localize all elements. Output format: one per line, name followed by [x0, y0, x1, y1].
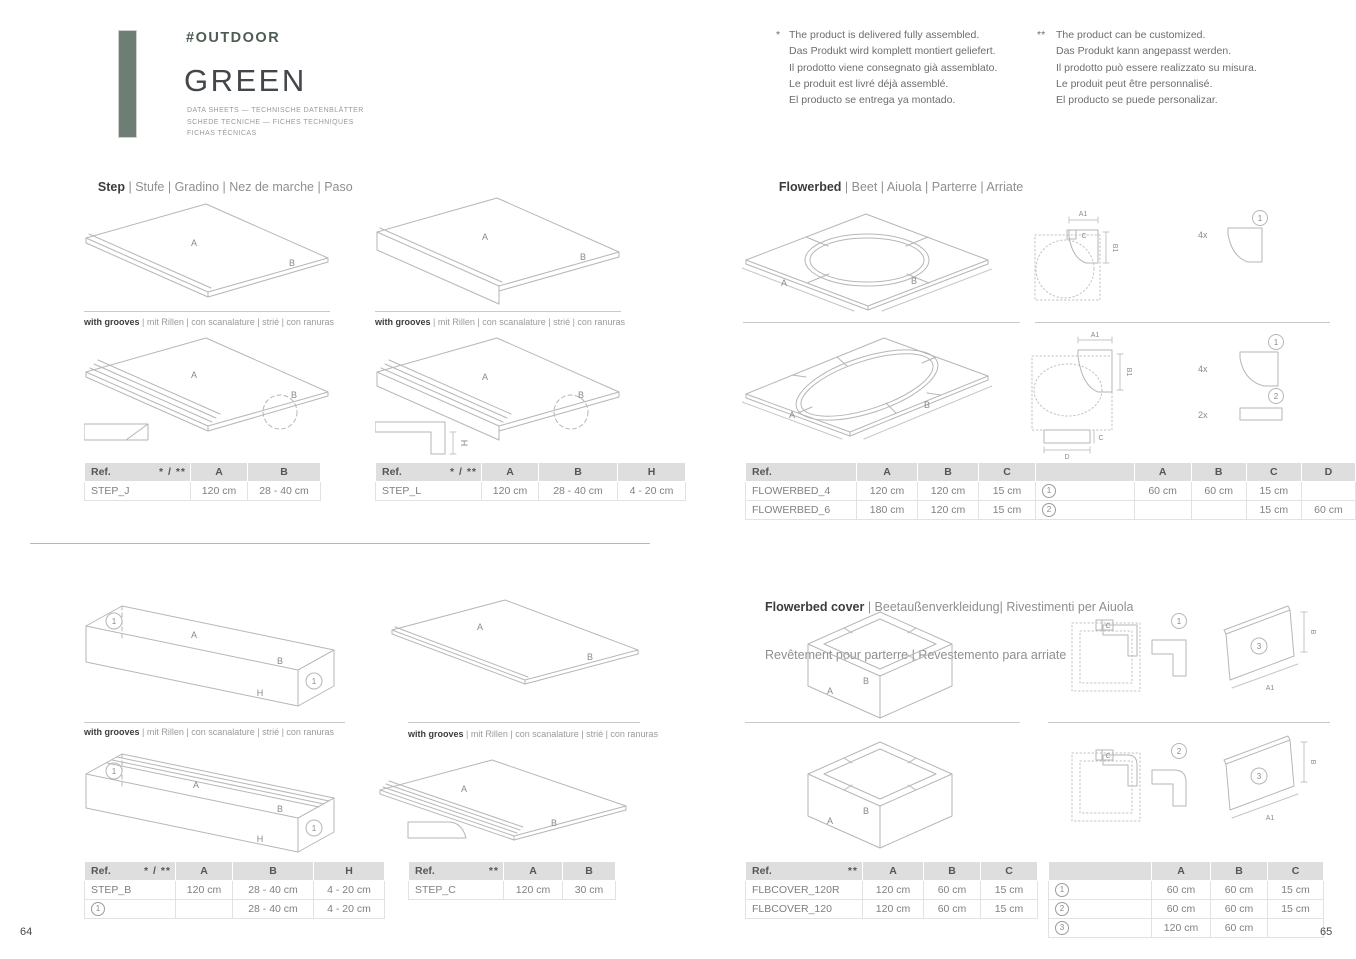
double-asterisk-marker: ** — [1037, 29, 1046, 41]
table-cell — [176, 900, 233, 919]
cover-plan-2 — [1068, 740, 1152, 832]
column-header — [1036, 463, 1135, 482]
column-header — [376, 463, 482, 482]
column-header: H — [618, 463, 686, 482]
step-c-grooved-drawing — [378, 740, 640, 852]
wg-rest: | mit Rillen | con scanalature | strié | con ranuras — [139, 317, 334, 327]
step-c-table — [408, 861, 616, 900]
quantity-label: 2x — [1198, 410, 1208, 420]
note-line: Le produit est livré déjà assemblé. — [789, 77, 949, 90]
table-row — [85, 881, 385, 900]
table-cell: 120 cm — [1152, 919, 1211, 938]
dim-label-a: A — [481, 232, 489, 242]
step-l-lines — [377, 198, 619, 304]
page-number-right: 65 — [1320, 926, 1333, 938]
table-cell: STEP_L — [376, 482, 482, 501]
dim-label-c: C — [1081, 233, 1087, 240]
step-b-drawing — [84, 596, 346, 720]
dim-label-a1: A1 — [1090, 332, 1100, 339]
flowerbed-table — [745, 462, 1036, 520]
subtitle-line: FICHAS TÉCNICAS — [187, 130, 257, 138]
part-number-circle: 3 — [1256, 772, 1262, 781]
dim-label-b: B — [586, 652, 594, 662]
dim-label-h: H — [459, 439, 469, 447]
note-line: The product is delivered fully assembled. — [789, 29, 980, 41]
step-j-table — [84, 462, 321, 501]
table-cell: 15 cm — [1268, 881, 1324, 900]
column-header: A — [857, 463, 918, 482]
table-cell: 120 cm — [191, 482, 248, 501]
asterisk-marker: * — [776, 29, 781, 41]
step-b-grooved-drawing — [84, 744, 346, 856]
ref-header-asterisks: ** — [488, 865, 499, 877]
dim-label-b: B — [550, 818, 558, 828]
quantity-label: 4x — [1198, 230, 1208, 240]
table-cell: 60 cm — [1191, 482, 1246, 501]
flowerbed-4-plan-lines — [1035, 217, 1109, 300]
column-header: D — [1301, 463, 1355, 482]
table-cell: 60 cm — [1301, 501, 1355, 520]
dim-label-b: B — [862, 806, 870, 816]
table-cell — [1134, 501, 1191, 520]
table-row — [746, 900, 1038, 919]
circled-number: 1 — [91, 902, 105, 916]
step-j-grooved-lines — [84, 338, 328, 440]
note-line: Il prodotto viene consegnato già assemblato. — [789, 61, 998, 74]
table-row — [1036, 501, 1356, 520]
dim-label-b: B — [1309, 629, 1316, 635]
divider — [1048, 722, 1330, 723]
step-b-grooved-lines — [86, 754, 334, 852]
dim-label-a: A — [190, 238, 198, 248]
table-cell: 180 cm — [857, 501, 918, 520]
table-row — [376, 482, 686, 501]
column-header: C — [979, 463, 1036, 482]
datasheet-subtitle — [187, 105, 364, 140]
column-header: H — [314, 862, 385, 881]
column-header: B — [233, 862, 314, 881]
table-row — [746, 482, 1036, 501]
table-cell: STEP_B — [85, 881, 176, 900]
part-number-circle: 1 — [111, 767, 117, 776]
column-header — [746, 862, 863, 881]
divider — [84, 722, 345, 723]
flbcover-table — [745, 861, 1038, 919]
flowerbed-6-parts — [1192, 332, 1292, 432]
dim-label-h: H — [256, 834, 264, 844]
table-cell: 60 cm — [924, 900, 981, 919]
flowerbed-cover-drawing-2 — [800, 732, 960, 850]
part-number-circle: 2 — [1273, 392, 1279, 401]
column-header: A — [176, 862, 233, 881]
dim-label-a: A — [481, 372, 489, 382]
wg-rest: | mit Rillen | con scanalature | strié | con ranuras — [139, 727, 334, 737]
table-header-row — [746, 862, 1038, 881]
cover-cube-lines — [808, 612, 952, 718]
table-cell: 4 - 20 cm — [314, 900, 385, 919]
table-cell: 120 cm — [918, 482, 979, 501]
table-cell: 15 cm — [979, 482, 1036, 501]
wg-bold: with grooves — [375, 317, 431, 327]
column-header: A — [1134, 463, 1191, 482]
circled-number: 2 — [1042, 503, 1056, 517]
dim-label-b: B — [923, 400, 931, 410]
table-cell: 120 cm — [504, 881, 563, 900]
cover-angle-piece-2 — [1150, 738, 1202, 818]
column-header: B — [1211, 862, 1268, 881]
table-cell: FLBCOVER_120R — [746, 881, 863, 900]
table-cell — [1191, 501, 1246, 520]
flowerbed-6-drawing — [742, 326, 992, 448]
dim-label-a: A — [476, 622, 484, 632]
heading-rest: | Stufe | Gradino | Nez de marche | Paso — [125, 180, 353, 194]
dim-label-a: A — [788, 410, 796, 420]
table-row — [746, 881, 1038, 900]
cover-angle-piece-1 — [1150, 608, 1202, 688]
flowerbed-4-lines — [742, 214, 992, 311]
dim-label-a: A — [190, 630, 198, 640]
cover-cube-lines — [808, 742, 952, 848]
note-line: Le produit peut être personnalisé. — [1056, 77, 1213, 90]
flowerbed-6-plan — [1030, 328, 1152, 460]
flowerbed-cover-drawing-1 — [800, 602, 960, 720]
table-cell — [1036, 482, 1135, 501]
table-cell: 60 cm — [1152, 881, 1211, 900]
collection-hashtag: #OUTDOOR — [186, 30, 281, 46]
note-line: Das Produkt kann angepasst werden. — [1056, 45, 1232, 58]
cover-panel-2 — [1214, 734, 1318, 834]
column-header: B — [248, 463, 321, 482]
ref-header-asterisks: * / ** — [449, 466, 477, 478]
table-cell: 4 - 20 cm — [618, 482, 686, 501]
part-number-circle: 1 — [311, 677, 317, 686]
step-l-table — [375, 462, 686, 501]
table-cell: 60 cm — [1211, 919, 1268, 938]
table-row — [1049, 900, 1324, 919]
column-header: A — [191, 463, 248, 482]
table-cell: FLOWERBED_4 — [746, 482, 857, 501]
divider — [743, 322, 1020, 323]
column-header: B — [924, 862, 981, 881]
circled-number: 1 — [1055, 883, 1069, 897]
divider — [408, 722, 640, 723]
table-cell: 120 cm — [176, 881, 233, 900]
divider — [1035, 322, 1330, 323]
ref-header-label: Ref. — [752, 865, 772, 877]
column-header — [1049, 862, 1152, 881]
part-number-circle: 2 — [1176, 747, 1182, 756]
dim-label-b: B — [276, 656, 284, 666]
table-row — [409, 881, 616, 900]
wg-bold: with grooves — [84, 317, 140, 327]
table-header-row — [1049, 862, 1324, 881]
cover-plan-1 — [1068, 610, 1152, 702]
column-header — [85, 463, 191, 482]
dim-label-b1: B1 — [1111, 243, 1118, 253]
column-header: A — [482, 463, 539, 482]
part-number-circle: 1 — [311, 824, 317, 833]
step-b-lines — [86, 606, 334, 706]
part-number-circle: 1 — [1176, 617, 1182, 626]
table-row — [746, 501, 1036, 520]
divider — [84, 311, 330, 312]
table-cell: 120 cm — [857, 482, 918, 501]
with-grooves-label — [84, 317, 334, 327]
step-c-drawing — [390, 598, 640, 690]
table-cell: 60 cm — [1134, 482, 1191, 501]
heading-rest: | Beetaußenverkleidung| Rivestimenti per Aiuola — [864, 600, 1134, 614]
table-cell: 28 - 40 cm — [233, 900, 314, 919]
column-header: B — [539, 463, 618, 482]
dim-label-b: B — [862, 676, 870, 686]
divider — [745, 722, 1020, 723]
ref-header-label: Ref. — [752, 466, 772, 478]
heading-bold: Flowerbed — [778, 180, 842, 194]
dim-label-c: C — [1105, 623, 1111, 630]
step-l-grooved-drawing — [375, 334, 621, 460]
dim-label-c: C — [1105, 753, 1111, 760]
table-cell: 15 cm — [981, 900, 1038, 919]
step-j-lines — [86, 204, 328, 297]
heading-rest: | Beet | Aiuola | Parterre | Arriate — [841, 180, 1024, 194]
column-header: C — [981, 862, 1038, 881]
table-cell: 120 cm — [918, 501, 979, 520]
wg-bold: with grooves — [408, 729, 464, 739]
subtitle-line: DATA SHEETS — TECHNISCHE DATENBLÄTTER — [187, 107, 364, 114]
dim-label-a: A — [826, 816, 834, 826]
column-header: B — [563, 862, 616, 881]
flowerbed-6-plan-lines — [1032, 337, 1123, 453]
table-header-row — [85, 463, 321, 482]
table-cell: STEP_C — [409, 881, 504, 900]
dim-label-b: B — [288, 258, 296, 268]
dim-label-b: B — [577, 390, 585, 400]
cover-plan-lines — [1072, 620, 1140, 691]
with-grooves-label — [408, 729, 658, 739]
table-cell: 28 - 40 cm — [539, 482, 618, 501]
with-grooves-label — [375, 317, 625, 327]
step-j-drawing — [84, 198, 330, 308]
dim-label-a: A — [460, 784, 468, 794]
table-cell: 120 cm — [482, 482, 539, 501]
part-number-circle: 1 — [111, 617, 117, 626]
column-header — [746, 463, 857, 482]
dim-label-b: B — [276, 804, 284, 814]
ref-header-asterisks: ** — [847, 865, 858, 877]
cover-panel-lines — [1224, 736, 1307, 818]
dim-label-b: B — [290, 390, 298, 400]
table-cell: 60 cm — [1211, 881, 1268, 900]
step-c-lines — [392, 600, 638, 684]
step-c-grooved-lines — [380, 760, 626, 840]
page-title: GREEN — [184, 63, 307, 98]
dim-label-a1: A1 — [1265, 685, 1275, 692]
note-line: El producto se entrega ya montado. — [789, 94, 956, 107]
table-cell: 4 - 20 cm — [314, 881, 385, 900]
wg-rest: | mit Rillen | con scanalature | strié | con ranuras — [463, 729, 658, 739]
dim-label-a: A — [192, 780, 200, 790]
column-header: A — [504, 862, 563, 881]
part-number-circle: 1 — [1273, 338, 1279, 347]
circled-number: 1 — [1042, 484, 1056, 498]
table-cell — [1301, 482, 1355, 501]
table-cell: 15 cm — [979, 501, 1036, 520]
wg-rest: | mit Rillen | con scanalature | strié | con ranuras — [430, 317, 625, 327]
dim-label-c: C — [1098, 435, 1104, 442]
table-header-row — [746, 463, 1036, 482]
dim-label-a: A — [190, 370, 198, 380]
table-cell: FLBCOVER_120 — [746, 900, 863, 919]
table-cell: 28 - 40 cm — [233, 881, 314, 900]
dim-label-a: A — [826, 686, 834, 696]
ref-header-label: Ref. — [415, 865, 435, 877]
table-cell — [1036, 501, 1135, 520]
heading-line2: Revêtement pour parterre | Revestemento para arriate — [765, 648, 1067, 662]
table-cell: 30 cm — [563, 881, 616, 900]
table-cell — [1268, 919, 1324, 938]
cover-plan-lines — [1072, 750, 1140, 821]
dim-label-a: A — [780, 278, 788, 288]
ref-header-asterisks: * / ** — [143, 865, 171, 877]
dim-label-a1: A1 — [1265, 815, 1275, 822]
angle-piece-lines — [1152, 614, 1187, 677]
dim-label-b: B — [910, 276, 918, 286]
column-header: C — [1246, 463, 1301, 482]
table-cell: 60 cm — [924, 881, 981, 900]
heading-bold: Step — [97, 180, 125, 194]
part-number-circle: 3 — [1256, 642, 1262, 651]
table-cell: 120 cm — [863, 900, 924, 919]
ref-header-label: Ref. — [382, 466, 402, 478]
table-header-row — [1036, 463, 1356, 482]
column-header: A — [1152, 862, 1211, 881]
table-row — [85, 900, 385, 919]
column-header — [85, 862, 176, 881]
ref-header-label: Ref. — [91, 466, 111, 478]
step-l-drawing — [375, 196, 621, 312]
table-row — [1049, 881, 1324, 900]
dim-label-d: D — [1064, 454, 1070, 460]
step-j-grooved-drawing — [84, 336, 330, 452]
circled-number: 2 — [1055, 902, 1069, 916]
quantity-label: 4x — [1198, 364, 1208, 374]
cover-panel-lines — [1224, 606, 1307, 688]
wg-bold: with grooves — [84, 727, 140, 737]
subtitle-line: SCHEDE TECNICHE — FICHES TECHNIQUES — [187, 118, 354, 126]
ref-header-label: Ref. — [91, 865, 111, 877]
column-header: B — [1191, 463, 1246, 482]
column-header: C — [1268, 862, 1324, 881]
column-header: A — [863, 862, 924, 881]
note-assembled — [776, 27, 1034, 108]
step-b-table — [84, 861, 385, 919]
ref-header-asterisks: * / ** — [158, 466, 186, 478]
table-row — [1049, 919, 1324, 938]
note-line: Das Produkt wird komplett montiert geliefert. — [789, 45, 996, 58]
dim-label-a1: A1 — [1078, 211, 1088, 218]
table-cell — [1049, 881, 1152, 900]
table-cell — [85, 900, 176, 919]
dim-label-b: B — [579, 252, 587, 262]
table-cell — [1049, 900, 1152, 919]
table-cell: 15 cm — [981, 881, 1038, 900]
part-number-circle: 1 — [1257, 214, 1263, 223]
table-cell: 120 cm — [863, 881, 924, 900]
table-row — [1036, 482, 1356, 501]
brand-accent-bar — [118, 30, 137, 138]
table-cell — [1049, 919, 1152, 938]
table-cell: FLOWERBED_6 — [746, 501, 857, 520]
table-row — [85, 482, 321, 501]
note-line: Il prodotto può essere realizzato su misura. — [1056, 61, 1257, 74]
flowerbed-parts-table — [1035, 462, 1356, 520]
table-cell: 60 cm — [1211, 900, 1268, 919]
with-grooves-label — [84, 727, 334, 737]
cover-panel-1 — [1214, 604, 1318, 704]
table-cell: STEP_J — [85, 482, 191, 501]
table-cell: 15 cm — [1246, 501, 1301, 520]
dim-label-b: B — [1309, 759, 1316, 765]
flowerbed-4-plan — [1033, 205, 1148, 317]
flowerbed-6-lines — [742, 336, 992, 439]
heading-bold: Flowerbed cover — [765, 600, 865, 614]
divider-long — [30, 543, 650, 544]
flowerbed-4-parts — [1192, 208, 1292, 268]
note-line: The product can be customized. — [1056, 29, 1206, 41]
table-cell: 15 cm — [1268, 900, 1324, 919]
column-header: B — [918, 463, 979, 482]
page-number-left: 64 — [20, 926, 33, 938]
table-header-row — [409, 862, 616, 881]
table-cell: 28 - 40 cm — [248, 482, 321, 501]
parts-lines — [1240, 335, 1284, 421]
table-header-row — [376, 463, 686, 482]
angle-piece-lines — [1152, 744, 1187, 807]
note-line: El producto se puede personalizar. — [1056, 94, 1218, 107]
table-cell: 60 cm — [1152, 900, 1211, 919]
flowerbed-4-drawing — [742, 202, 992, 320]
note-customized — [1037, 27, 1311, 108]
column-header — [409, 862, 504, 881]
flbcover-parts-table — [1048, 861, 1324, 938]
dim-label-h: H — [256, 688, 264, 698]
circled-number: 3 — [1055, 921, 1069, 935]
table-header-row — [85, 862, 385, 881]
dim-label-b1: B1 — [1125, 367, 1132, 377]
table-cell: 15 cm — [1246, 482, 1301, 501]
